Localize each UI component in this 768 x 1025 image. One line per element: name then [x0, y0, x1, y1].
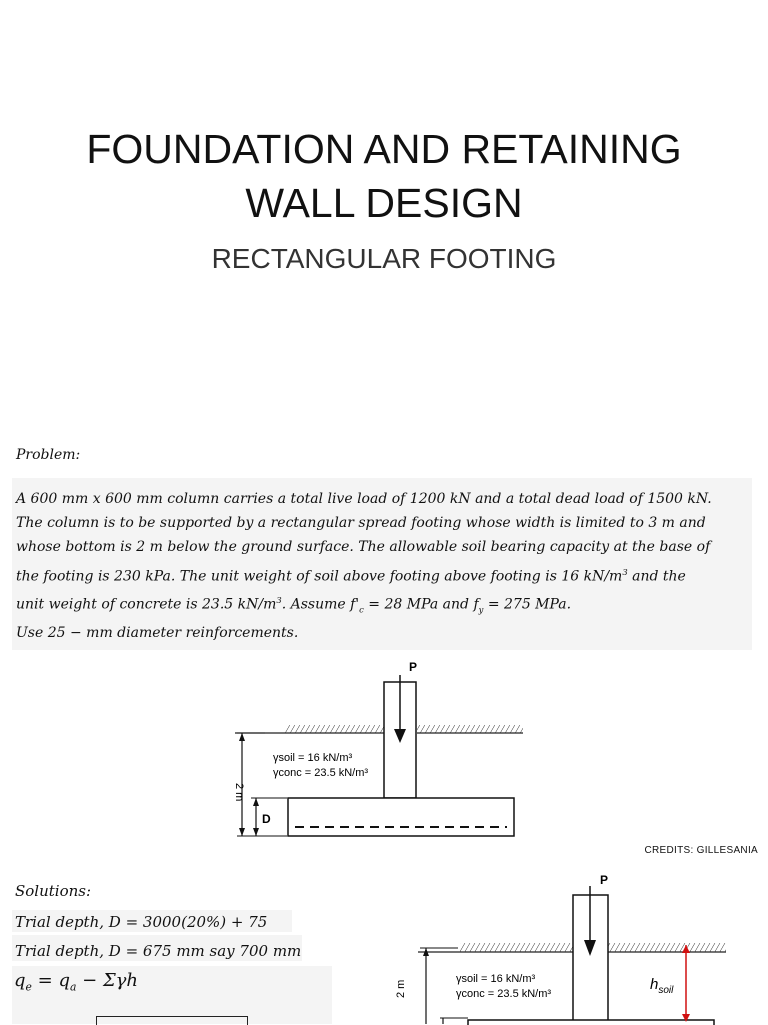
hsoil-sub: soil [658, 985, 674, 996]
problem-line-6: Use 25 − mm diameter reinforcements. [16, 625, 299, 641]
equation-qe [14, 970, 138, 994]
dim-d-arrow-bottom [253, 828, 259, 836]
dim-2m-arrow-bottom [239, 828, 245, 836]
problem-line-2: The column is to be supported by a rectangular spread footing whose width is limited to 3 m and [16, 515, 706, 531]
load-label: P [409, 660, 418, 674]
ground-hatch-left-2 [460, 943, 574, 952]
dim-2m-label-2: 2 m [395, 979, 407, 998]
gamma-conc-label-2: γconc = 23.5 kN/m³ [456, 988, 552, 1000]
footing [288, 798, 514, 836]
credits-text: CREDITS: GILLESANIA [644, 845, 758, 856]
eq-sub-e: e [25, 980, 32, 994]
dim-d-label: D [262, 812, 271, 826]
page-title-line1: FOUNDATION AND RETAINING [86, 126, 682, 172]
eq-rest: − Σγh [76, 970, 139, 991]
dim-2m-label: 2 m [233, 783, 245, 802]
eq-q: q [14, 970, 26, 991]
load-label-2: P [600, 873, 609, 887]
problem-line-4-end: and the [632, 568, 686, 585]
solution-line-1: Trial depth, D = 3000(20%) + 75 [15, 913, 268, 931]
footing-2 [468, 1020, 714, 1025]
hsoil-label [650, 976, 674, 996]
solution-line-2: Trial depth, D = 675 mm say 700 mm [15, 942, 302, 960]
eq-sub-a: a [69, 980, 77, 994]
gamma-conc-label: γconc = 23.5 kN/m³ [273, 767, 369, 779]
ground-hatch-right-2 [608, 943, 726, 952]
equation-bracket [96, 1016, 248, 1025]
footing-diagram-1 [225, 655, 525, 845]
problem-line-3: whose bottom is 2 m below the ground surface. The allowable soil bearing capacity at the base of [16, 539, 711, 555]
page-subtitle: RECTANGULAR FOOTING [211, 243, 557, 274]
sub-c: c [359, 604, 364, 615]
problem-line-5-b: . Assume f' [281, 596, 360, 613]
page-title-line2: WALL DESIGN [245, 180, 523, 226]
ground-hatch-right [417, 725, 523, 733]
dim-d-arrow-top [253, 798, 259, 806]
sup-m3-a: 3 [622, 567, 628, 577]
hsoil-h: h [650, 976, 659, 993]
problem-line-1: A 600 mm x 600 mm column carries a total live load of 1200 kN and a total dead load of 1500 kN. [16, 491, 712, 507]
gamma-soil-label: γsoil = 16 kN/m³ [273, 752, 353, 764]
sup-m3-b: 3 [276, 595, 282, 605]
ground-hatch-left [285, 725, 385, 733]
footing-diagram-2 [395, 868, 730, 1024]
problem-line-5-d: = 275 MPa. [483, 596, 572, 613]
gamma-soil-label-2: γsoil = 16 kN/m³ [456, 973, 536, 985]
solutions-label: Solutions: [15, 882, 92, 900]
problem-line-5 [16, 595, 571, 614]
dim-2m-arrow-top [239, 733, 245, 741]
problem-label: Problem: [16, 447, 81, 463]
sub-y: y [478, 604, 484, 615]
problem-line-4 [16, 567, 686, 585]
eq-mid: = q [31, 970, 70, 991]
problem-line-5-c: = 28 MPa and f [363, 596, 479, 613]
problem-line-4-text: the footing is 230 kPa. The unit weight of soil above footing above footing is 16 kN/m [16, 568, 623, 585]
problem-line-5-a: unit weight of concrete is 23.5 kN/m [16, 596, 277, 613]
